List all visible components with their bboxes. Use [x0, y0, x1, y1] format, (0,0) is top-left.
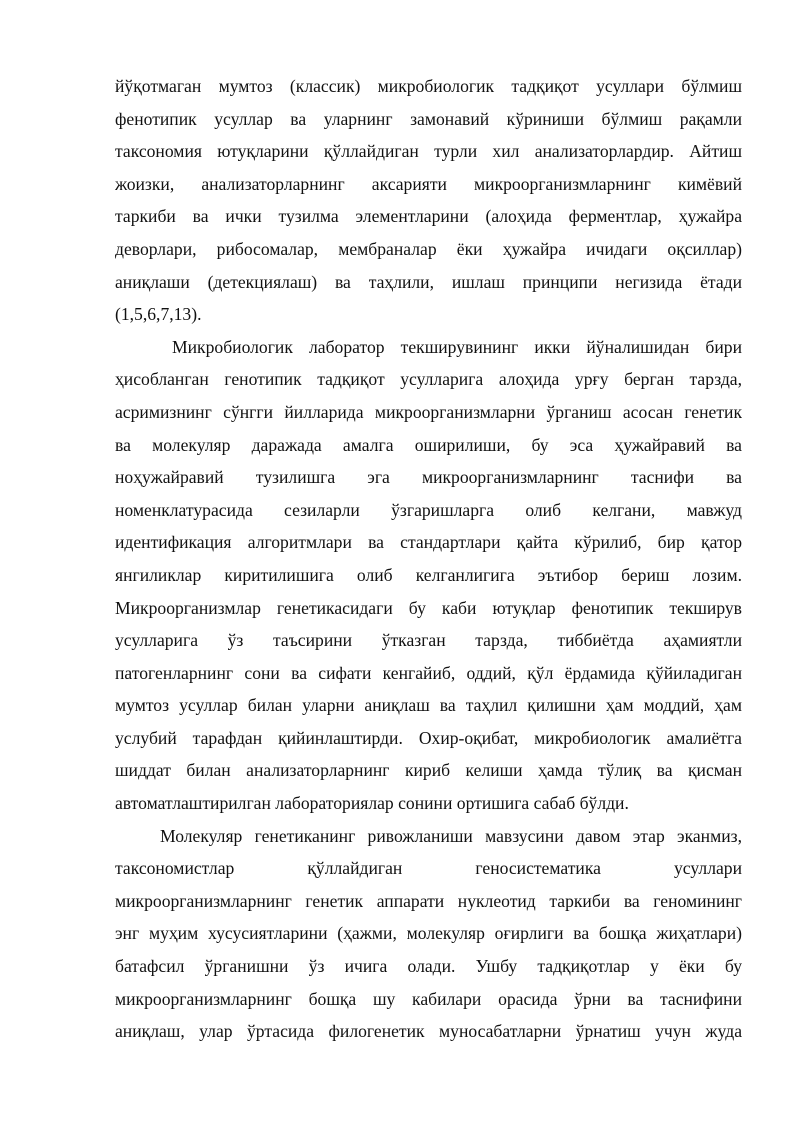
text-line: янгиликлар киритилишига олиб келганлигига эътибор бериш лозим. [115, 564, 742, 585]
text-line: мумтоз усуллар билан уларни аниқлаш ва таҳлил қилишни ҳам моддий, ҳам [115, 695, 742, 716]
text-line: жоизки, анализаторларнинг аксарияти микроорганизмларнинг кимёвий [115, 173, 742, 194]
text-line: таксономистлар қўллайдиган геносистематика усуллари [115, 858, 742, 879]
text-line: Микробиологик лаборатор текширувининг икки йўналишидан бири [172, 336, 742, 357]
text-line: фенотипик усуллар ва уларнинг замонавий кўриниши бўлмиш рақамли [115, 108, 742, 129]
text-line: ноҳужайравий тузилишга эга микроорганизмларнинг таснифи ва [115, 467, 742, 488]
paragraph [115, 820, 742, 1048]
text-line: ҳисобланган генотипик тадқиқот усулларига алоҳида урғу берган тарзда, [115, 369, 742, 390]
paragraph [115, 331, 742, 820]
text-line: шиддат билан анализаторларнинг кириб келиши ҳамда тўлиқ ва қисман [115, 760, 742, 781]
text-line: таксономия ютуқларини қўллайдиган турли хил анализаторлардир. Айтиш [115, 141, 742, 162]
text-line: микроорганизмларнинг бошқа шу кабилари орасида ўрни ва таснифини [115, 988, 742, 1009]
text-line: услубий тарафдан қийинлаштирди. Охир-оқибат, микробиологик амалиётга [115, 727, 742, 748]
text-line: Микроорганизмлар генетикасидаги бу каби ютуқлар фенотипик текширув [115, 597, 742, 618]
text-line: таркиби ва ички тузилма элементларини (алоҳида ферментлар, ҳужайра [115, 206, 742, 227]
text-line: идентификация алгоритмлари ва стандартлари қайта кўрилиб, бир қатор [115, 532, 742, 553]
text-line: ва молекуляр даражада амалга оширилиши, бу эса ҳужайравий ва [115, 434, 742, 455]
text-line: йўқотмаган мумтоз (классик) микробиологик тадқиқот усуллари бўлмиш [115, 76, 742, 96]
text-line: аниқлаш, улар ўртасида филогенетик муносабатларни ўрнатиш учун жуда [115, 1021, 742, 1042]
text-line: энг муҳим хусусиятларини (ҳажми, молекуляр оғирлиги ва бошқа жиҳатлари) [115, 923, 742, 944]
text-line: батафсил ўрганишни ўз ичига олади. Ушбу тадқиқотлар у ёки бу [115, 956, 742, 977]
text-line: номенклатурасида сезиларли ўзгаришларга олиб келгани, мавжуд [115, 499, 742, 520]
text-line: микроорганизмларнинг генетик аппарати нуклеотид таркиби ва геномининг [115, 890, 742, 911]
text-line: асримизнинг сўнгги йилларида микроорганизмларни ўрганиш асосан генетик [115, 401, 742, 422]
text-line: патогенларнинг сони ва сифати кенгайиб, оддий, қўл ёрдамида қўйиладиган [115, 662, 742, 683]
body-text [115, 70, 742, 1048]
text-line: усулларига ўз таъсирини ўтказган тарзда, тиббиётда аҳамиятли [115, 630, 742, 651]
text-line: аниқлаши (детекциялаш) ва таҳлили, ишлаш принципи негизида ётади [115, 271, 742, 292]
text-line: (1,5,6,7,13). [115, 304, 202, 325]
text-line: автоматлаштирилган лабораториялар сонини ортишига сабаб бўлди. [115, 793, 629, 814]
text-line: деворлари, рибосомалар, мембраналар ёки ҳужайра ичидаги оқсиллар) [115, 238, 742, 259]
text-line: Молекуляр генетиканинг ривожланиши мавзусини давом этар эканмиз, [160, 825, 742, 846]
paragraph [115, 70, 742, 331]
